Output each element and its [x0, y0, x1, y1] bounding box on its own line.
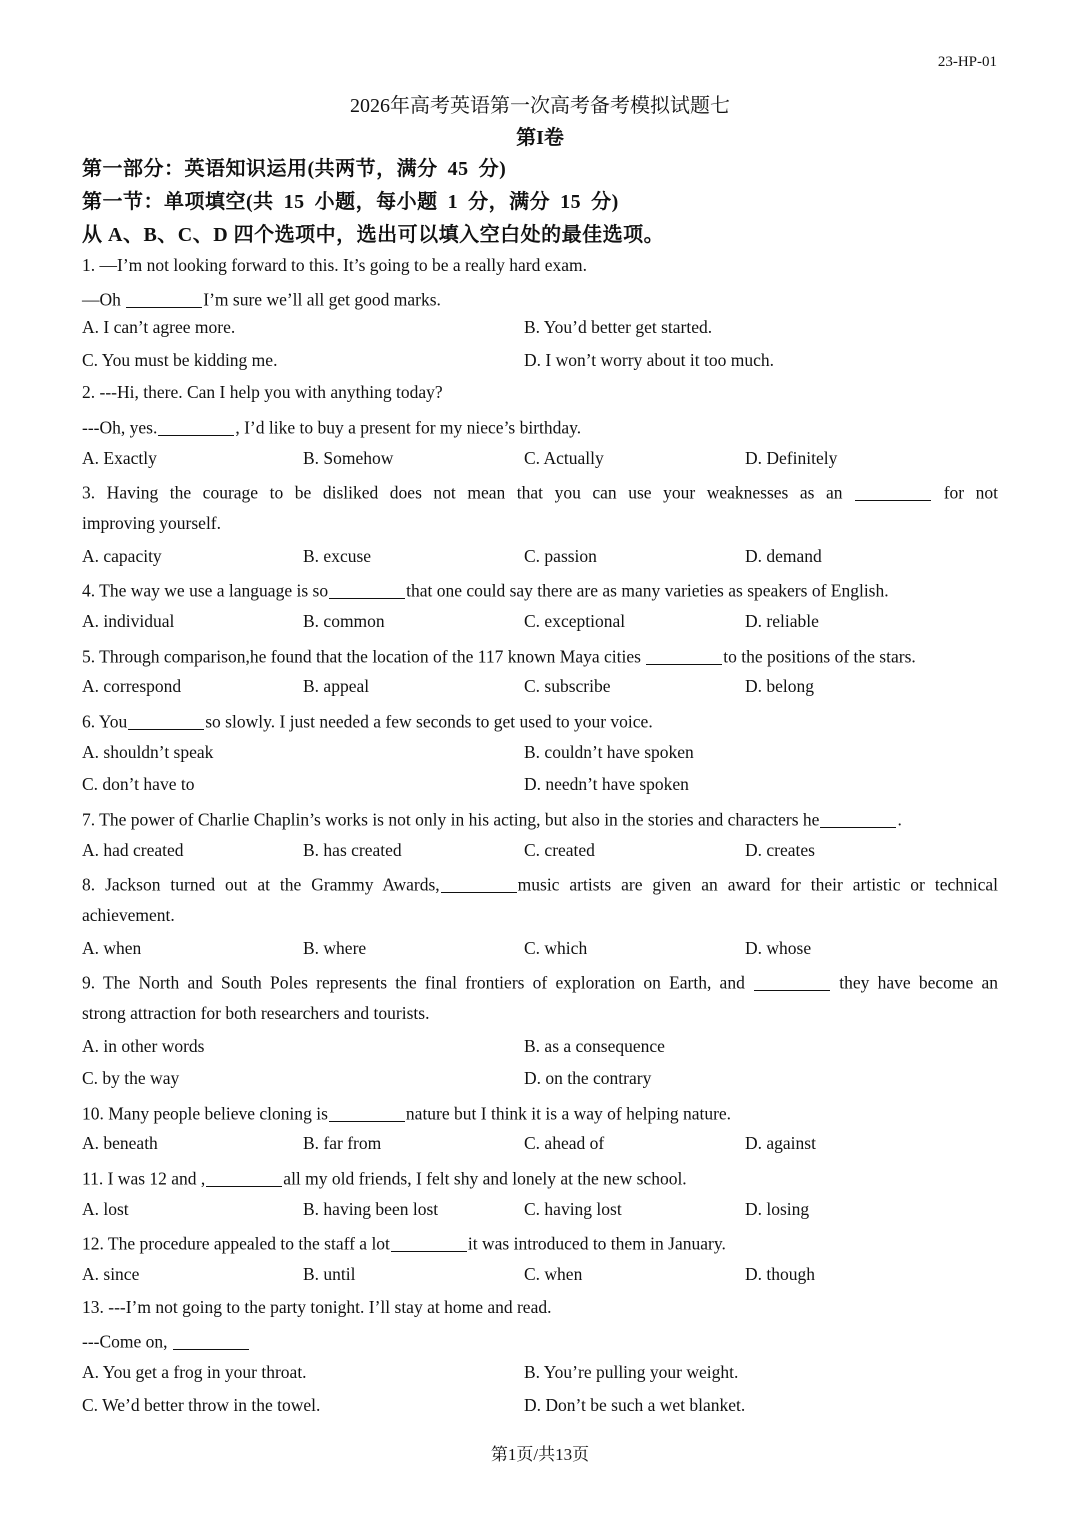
- question-1-reply-end: I’m sure we’ll all get good marks.: [203, 289, 441, 310]
- question-5-text-end: to the positions of the stars.: [723, 646, 916, 667]
- question-9-option-b: B. as a consequence: [524, 1036, 665, 1056]
- question-6-option-b: B. couldn’t have spoken: [524, 742, 694, 762]
- answer-blank: [206, 1168, 282, 1187]
- question-2-option-a: A. Exactly: [82, 448, 157, 468]
- answer-blank: [173, 1331, 249, 1350]
- question-2-option-c: C. Actually: [524, 448, 604, 468]
- document-code: 23-HP-01: [937, 54, 997, 70]
- question-13-option-b: B. You’re pulling your weight.: [524, 1362, 739, 1382]
- question-5-text-start: 5. Through comparison,he found that the location of the 117 known Maya cities: [82, 646, 646, 667]
- question-1-option-d: D. I won’t worry about it too much.: [524, 350, 774, 370]
- question-8-stem-line1: [82, 872, 998, 896]
- question-11-option-d: D. losing: [745, 1199, 810, 1219]
- question-9-stem-line2: strong attraction for both researchers and tourists.: [82, 1003, 430, 1023]
- question-4-stem: [82, 578, 889, 602]
- question-8-text-start: 8. Jackson turned out at the Grammy Awards,: [82, 874, 440, 895]
- question-12-text-start: 12. The procedure appealed to the staff a lot: [82, 1233, 390, 1254]
- question-9-stem-line1: [82, 970, 998, 994]
- section-one-mid2: 分，满分: [468, 191, 551, 213]
- question-8-text-end: music artists are given an award for their artistic or technical: [517, 874, 998, 895]
- question-11-option-a: A. lost: [82, 1199, 129, 1219]
- answer-blank: [646, 646, 722, 665]
- question-8-stem-line2: achievement.: [82, 905, 175, 925]
- section-one-each: 1: [447, 191, 459, 213]
- question-12-option-d: D. though: [745, 1264, 815, 1284]
- question-13-stem: 13. ---I’m not going to the party tonight. I’ll stay at home and read.: [82, 1297, 552, 1317]
- question-6-option-a: A. shouldn’t speak: [82, 742, 214, 762]
- question-12-option-c: C. when: [524, 1264, 583, 1284]
- question-6-option-c: C. don’t have to: [82, 774, 195, 794]
- question-4-option-c: C. exceptional: [524, 611, 626, 631]
- exam-title: 2026年高考英语第一次高考备考模拟试题七: [350, 95, 730, 117]
- answer-blank: [329, 1103, 405, 1122]
- question-12-stem: [82, 1231, 726, 1255]
- question-12-option-b: B. until: [303, 1264, 356, 1284]
- section-one-heading: [82, 185, 619, 214]
- question-4-option-b: B. common: [303, 611, 385, 631]
- section-one-prefix: 第一节：单项填空(共: [82, 191, 274, 213]
- answer-blank: [820, 809, 896, 828]
- question-7-text-start: 7. The power of Charlie Chaplin’s works is not only in his acting, but also in the stories and characters he: [82, 809, 820, 830]
- question-10-options: [82, 1133, 998, 1157]
- question-8-option-a: A. when: [82, 938, 142, 958]
- question-1-reply-start: —Oh: [82, 289, 126, 310]
- question-8-option-c: C. which: [524, 938, 588, 958]
- question-6-text-start: 6. You: [82, 711, 128, 732]
- question-4-option-d: D. reliable: [745, 611, 819, 631]
- question-1-option-a: A. I can’t agree more.: [82, 317, 236, 337]
- question-10-stem: [82, 1101, 731, 1125]
- question-9-option-a: A. in other words: [82, 1036, 205, 1056]
- question-7-text-end: .: [897, 809, 902, 830]
- question-2-options: [82, 448, 998, 472]
- question-9-options-row2: [82, 1068, 998, 1092]
- question-6-options-row2: [82, 774, 998, 798]
- section-one-total: 15: [560, 191, 582, 213]
- question-8-option-d: D. whose: [745, 938, 812, 958]
- question-2-reply-end: , I’d like to buy a present for my niece’s birthday.: [235, 417, 582, 438]
- question-7-option-a: A. had created: [82, 840, 184, 860]
- question-6-options-row1: [82, 742, 998, 766]
- part-one-prefix: 第一部分：英语知识运用(共两节，满分: [82, 158, 438, 180]
- question-4-option-a: A. individual: [82, 611, 175, 631]
- question-5-option-b: B. appeal: [303, 676, 370, 696]
- part-one-suffix: 分): [478, 158, 507, 180]
- question-5-stem: [82, 644, 916, 668]
- section-one-count: 15: [283, 191, 305, 213]
- question-2-reply-start: ---Oh, yes.: [82, 417, 158, 438]
- question-9-option-d: D. on the contrary: [524, 1068, 652, 1088]
- question-3-stem-line1: [82, 480, 998, 504]
- question-6-text-end: so slowly. I just needed a few seconds to get used to your voice.: [205, 711, 653, 732]
- question-3-text-end: for not: [943, 482, 999, 503]
- answer-blank: [158, 417, 234, 436]
- question-10-option-d: D. against: [745, 1133, 816, 1153]
- question-13-reply: [82, 1329, 250, 1353]
- question-5-option-c: C. subscribe: [524, 676, 611, 696]
- question-3-stem-line2: improving yourself.: [82, 513, 222, 533]
- section-one-suffix: 分): [591, 191, 619, 213]
- question-11-option-b: B. having been lost: [303, 1199, 439, 1219]
- answer-blank: [754, 972, 830, 991]
- question-13-reply-start: ---Come on,: [82, 1331, 172, 1352]
- answer-blank: [329, 580, 405, 599]
- question-11-stem: [82, 1166, 687, 1190]
- question-11-options: [82, 1199, 998, 1223]
- question-1-option-b: B. You’d better get started.: [524, 317, 713, 337]
- answer-blank: [391, 1233, 467, 1252]
- question-13-option-a: A. You get a frog in your throat.: [82, 1362, 307, 1382]
- question-10-option-a: A. beneath: [82, 1133, 158, 1153]
- question-13-options-row1: [82, 1362, 998, 1386]
- question-1-stem: 1. —I’m not looking forward to this. It’s going to be a really hard exam.: [82, 255, 587, 275]
- question-3-option-c: C. passion: [524, 546, 597, 566]
- question-9-option-c: C. by the way: [82, 1068, 180, 1088]
- question-1-options-row2: [82, 350, 998, 374]
- answer-blank: [855, 482, 931, 501]
- question-7-options: [82, 840, 998, 864]
- page-number-footer: 第1页/共13页: [490, 1445, 590, 1464]
- instruction: 从 A、B、C、D 四个选项中，选出可以填入空白处的最佳选项。: [82, 224, 665, 246]
- section-one-mid1: 小题，每小题: [314, 191, 438, 213]
- question-9-text-start: 9. The North and South Poles represents the final frontiers of exploration on Earth, and: [82, 972, 745, 993]
- question-3-option-b: B. excuse: [303, 546, 372, 566]
- answer-blank: [128, 711, 204, 730]
- question-13-option-d: D. Don’t be such a wet blanket.: [524, 1395, 746, 1415]
- question-2-stem: 2. ---Hi, there. Can I help you with anything today?: [82, 382, 443, 402]
- question-6-option-d: D. needn’t have spoken: [524, 774, 689, 794]
- question-4-text-start: 4. The way we use a language is so: [82, 580, 329, 601]
- question-12-text-end: it was introduced to them in January.: [467, 1233, 726, 1254]
- question-3-options: [82, 546, 998, 570]
- question-11-option-c: C. having lost: [524, 1199, 622, 1219]
- question-6-stem: [82, 709, 653, 733]
- question-13-options-row2: [82, 1395, 998, 1419]
- question-5-option-a: A. correspond: [82, 676, 182, 696]
- part-one-score: 45: [447, 158, 469, 180]
- question-12-option-a: A. since: [82, 1264, 140, 1284]
- question-10-option-c: C. ahead of: [524, 1133, 605, 1153]
- question-8-option-b: B. where: [303, 938, 367, 958]
- question-10-option-b: B. far from: [303, 1133, 382, 1153]
- question-4-text-end: that one could say there are as many varieties as speakers of English.: [406, 580, 889, 601]
- question-4-options: [82, 611, 998, 635]
- question-7-option-c: C. created: [524, 840, 595, 860]
- question-7-option-b: B. has created: [303, 840, 402, 860]
- part-one-heading: [82, 152, 506, 181]
- question-2-reply: [82, 415, 581, 439]
- answer-blank: [441, 874, 517, 893]
- question-8-options: [82, 938, 998, 962]
- question-2-option-d: D. Definitely: [745, 448, 838, 468]
- question-11-text-end: all my old friends, I felt shy and lonely at the new school.: [283, 1168, 687, 1189]
- question-1-options-row1: [82, 317, 998, 341]
- question-5-options: [82, 676, 998, 700]
- question-12-options: [82, 1264, 998, 1288]
- question-3-text-start: 3. Having the courage to be disliked does not mean that you can use your weaknesses as an: [82, 482, 843, 503]
- volume-subtitle: 第I卷: [516, 127, 564, 149]
- question-10-text-end: nature but I think it is a way of helping nature.: [405, 1103, 732, 1124]
- question-2-option-b: B. Somehow: [303, 448, 394, 468]
- question-1-reply: [82, 287, 441, 311]
- answer-blank: [126, 289, 202, 308]
- question-5-option-d: D. belong: [745, 676, 815, 696]
- question-11-text-start: 11. I was 12 and ,: [82, 1168, 206, 1189]
- question-9-text-end: they have become an: [839, 972, 998, 993]
- question-3-option-d: D. demand: [745, 546, 822, 566]
- question-7-stem: [82, 807, 902, 831]
- question-7-option-d: D. creates: [745, 840, 815, 860]
- question-13-option-c: C. We’d better throw in the towel.: [82, 1395, 321, 1415]
- question-10-text-start: 10. Many people believe cloning is: [82, 1103, 328, 1124]
- question-3-option-a: A. capacity: [82, 546, 162, 566]
- question-1-option-c: C. You must be kidding me.: [82, 350, 278, 370]
- question-9-options-row1: [82, 1036, 998, 1060]
